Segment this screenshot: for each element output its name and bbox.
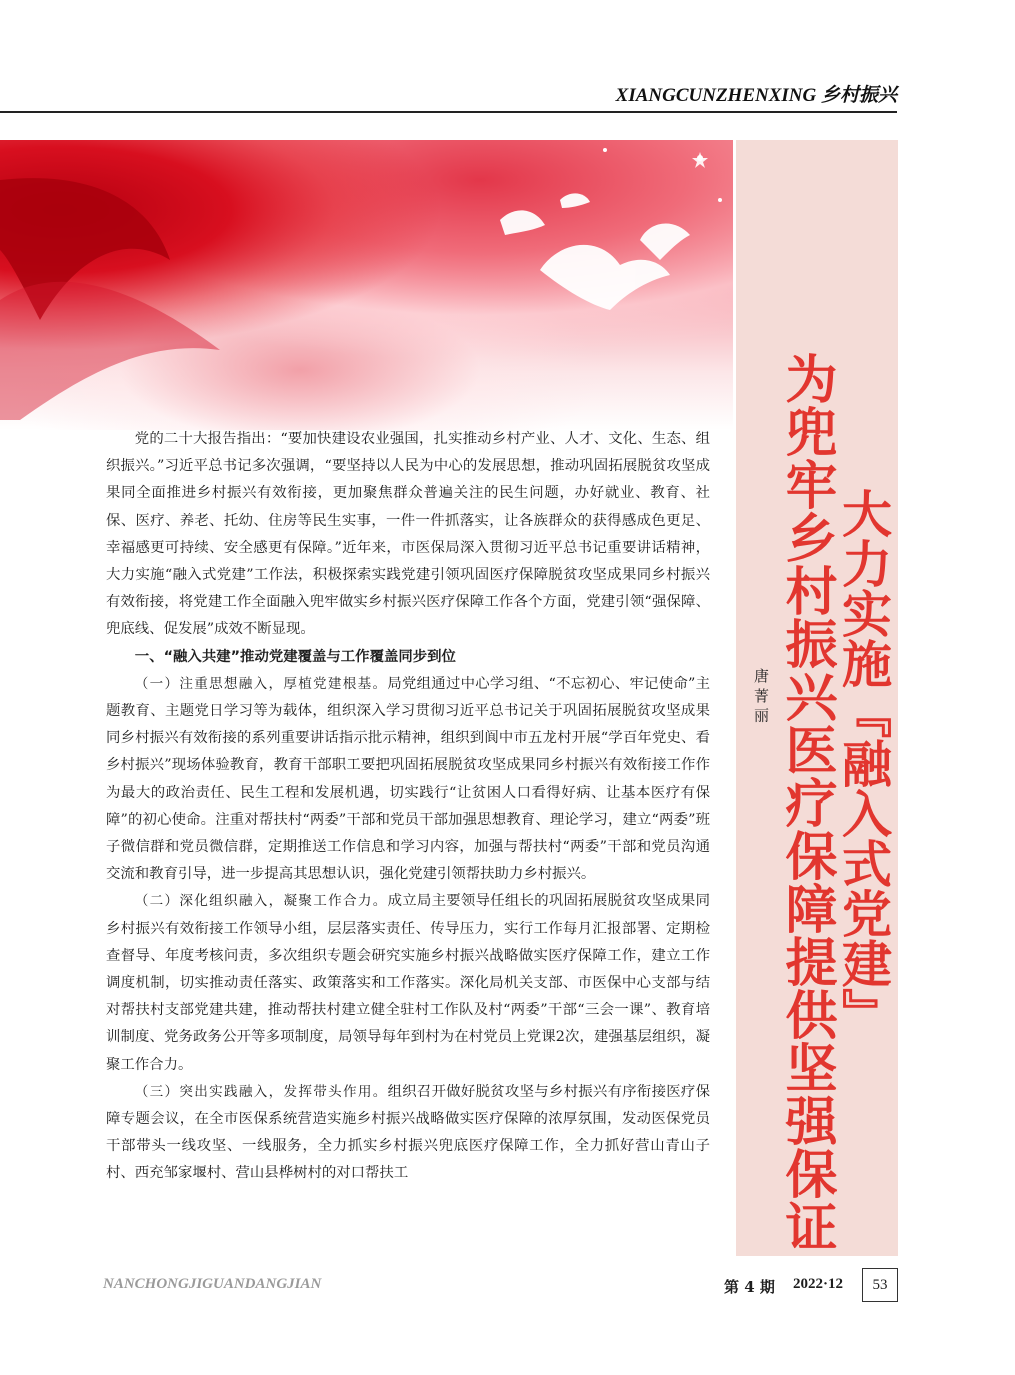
page-number: 53 xyxy=(862,1268,898,1302)
paragraph-2-lead: （二）深化组织融入，凝聚工作合力。 xyxy=(134,893,388,910)
intro-paragraph: 党的二十大报告指出：“要加快建设农业强国，扎实推动乡村产业、人才、文化、生态、组织振兴。”习近平总书记多次强调，“要坚持以人民为中心的发展思想，推动巩固拓展脱贫攻坚成果同全面推进乡村振兴有效衔接，更加聚焦群众普遍关注的民生问题，办好就业、教育、社保、医疗、养老、托幼、住房等民生实事，一件一件抓落实，让各族群众的获得感成色更足、幸福感更可持续、安全感更有保障。”近年来，市医保局深入贯彻习近平总书记重要讲话精神，大力实施“融入式党建”工作法，积极探索实践党建引领巩固医疗保障脱贫攻坚成果同乡村振兴有效衔接，将党建工作全面融入兜牢做实乡村振兴医疗保障工作各个方面，党建引领“强保障、兜底线、促发展”成效不断显现。 xyxy=(106,431,710,638)
footer-date: 2022·12 xyxy=(793,1276,844,1292)
footer-journal-name: NANCHONGJIGUANDANGJIAN xyxy=(103,1276,322,1292)
paragraph-1 xyxy=(106,671,710,889)
paragraph-3-lead: （三）突出实践融入，发挥带头作用。 xyxy=(134,1083,388,1100)
article-title-line-2: 为兜牢乡村振兴医疗保障提供坚强保证 xyxy=(776,352,836,1253)
paragraph-3-body: 组织召开做好脱贫攻坚与乡村振兴有序衔接医疗保障专题会议，在全市医保系统营造实施乡村振兴战略做实医疗保障的浓厚氛围，发动医保党员干部带头一线攻坚、一线服务，全力抓实乡村振兴兜底医疗保障工作，全力抓好营山青山子村、西充邹家堰村、营山县桦树村的对口帮扶工 xyxy=(106,1083,710,1182)
paragraph-2-body: 成立局主要领导任组长的巩固拓展脱贫攻坚成果同乡村振兴有效衔接工作领导小组，层层落实责任、传导压力，实行工作每月汇报部署、定期检查督导、年度考核问责，多次组织专题会研究实施乡村振兴战略做实医疗保障工作，建立工作调度机制，切实推动责任落实、政策落实和工作落实。深化局机关支部、市医保中心支部与结对帮扶村支部党建共建，推动帮扶村建立健全驻村工作队及村“两委”干部“三会一课”、教育培训制度、党务政务公开等多项制度，局领导每年到村为在村党员上党课2次，建强基层组织，凝聚工作合力。 xyxy=(106,893,710,1073)
footer-issue: 第 4 期 xyxy=(724,1278,775,1296)
banner-image xyxy=(0,140,733,430)
article-body xyxy=(106,426,710,1188)
paragraph-1-lead: （一）注重思想融入，厚植党建根基。 xyxy=(134,675,388,692)
paragraph-2 xyxy=(106,888,710,1078)
section-header-title: XIANGCUNZHENXING 乡村振兴 xyxy=(615,85,897,106)
paragraph-1-body: 局党组通过中心学习组、“不忘初心、牢记使命”主题教育、主题党日学习等为载体，组织深入学习贯彻习近平总书记关于巩固拓展脱贫攻坚成果同乡村振兴有效衔接的系列重要讲话指示批示精神，组织到阆中市五龙村开展“学百年党史、看乡村振兴”现场体验教育，教育干部职工要把巩固拓展脱贫攻坚成果同乡村振兴有效衔接工作作为最大的政治责任、民生工程和发展机遇，切实践行“让贫困人口看得好病、让基本医疗有保障”的初心使命。注重对帮扶村“两委”干部和党员干部加强思想教育、理论学习，建立“两委”班子微信群和党员微信群，定期推送工作信息和学习内容，加强与帮扶村“两委”干部和党员沟通交流和教育引导，进一步提高其思想认识，强化党建引领帮扶助力乡村振兴。 xyxy=(106,675,711,883)
header-divider xyxy=(0,111,897,113)
paragraph-3 xyxy=(106,1079,710,1188)
section-1-heading: 一、“融入共建”推动党建覆盖与工作覆盖同步到位 xyxy=(134,648,456,665)
article-title-line-1: 大力实施『融入式党建』 xyxy=(834,488,892,1038)
banner-artwork xyxy=(0,140,733,430)
author-name: 唐 菁 丽 xyxy=(752,668,770,723)
dove-icon xyxy=(500,193,690,310)
